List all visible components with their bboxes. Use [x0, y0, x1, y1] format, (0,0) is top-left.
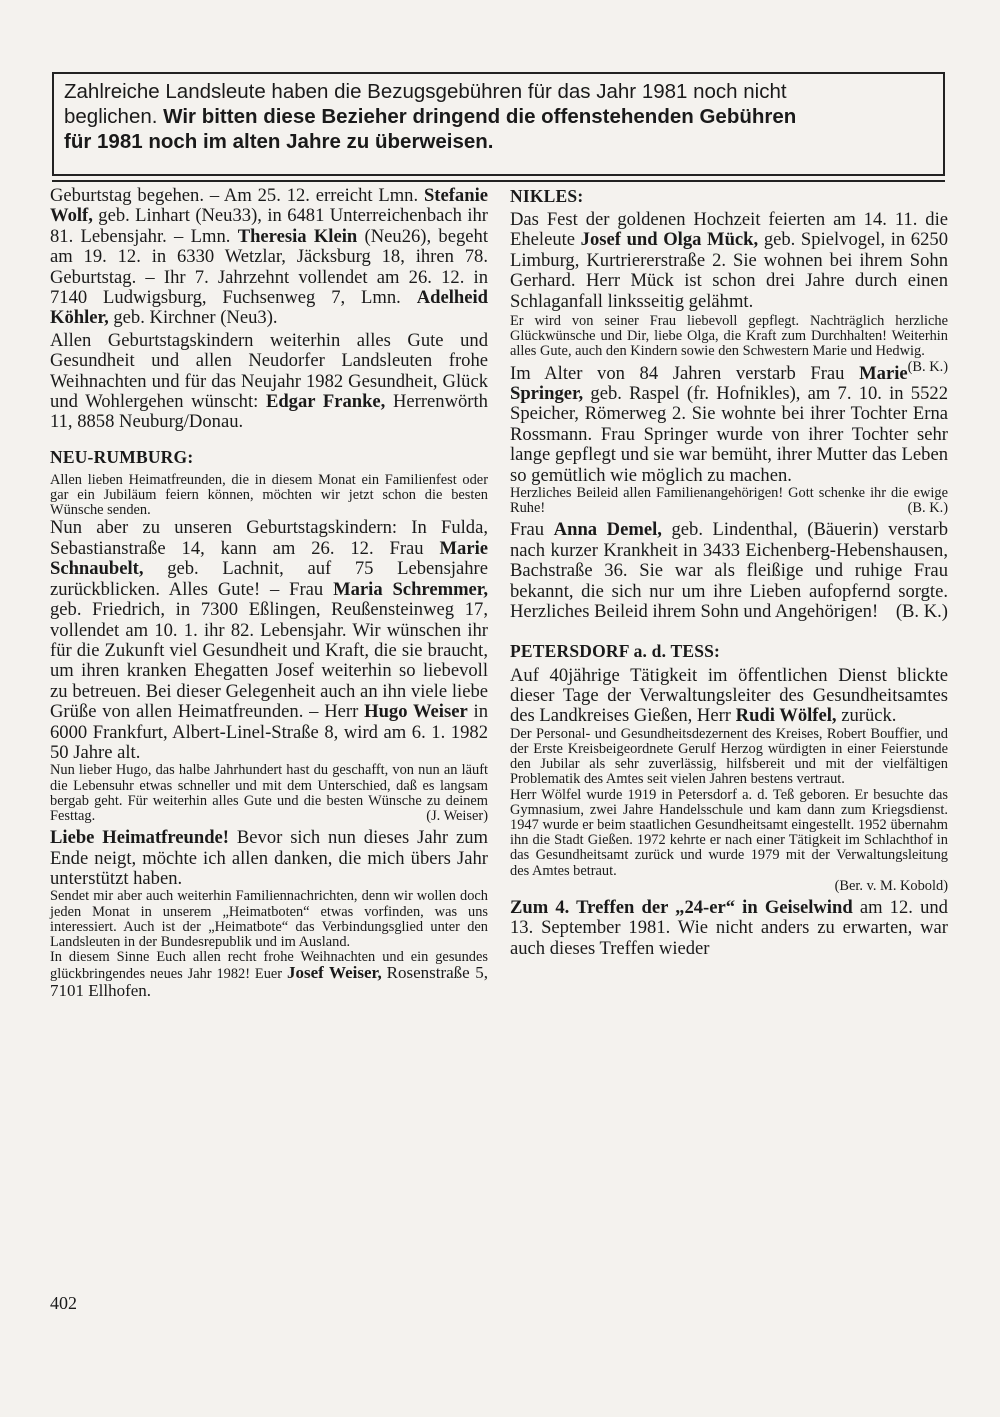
greetings-paragraph: Allen Geburtstagskindern weiterhin alles Gute und Gesundheit und allen Neudorfer Landsleuten frohe Weihnachten und für das Neujahr 1982 Gesundheit, Glück und Wohlergehen wünscht: Edgar Franke, Herrenwörth 11, 8858 Neuburg/Donau. [50, 329, 488, 433]
notice-underline [52, 180, 945, 182]
page-number: 402 [50, 1293, 77, 1313]
golden-wedding-paragraph: Das Fest der goldenen Hochzeit feierten am 14. 11. die Eheleute Josef und Olga Mück, geb. Spielvogel, in 6250 Limburg, Kurtriererstraße 2. Sie wohnen bei ihrem Sohn Gerhard. Herr Mück ist schon drei Jahre durch einen Schlaganfall linksseitig gelähmt. [510, 209, 948, 312]
payment-notice-box [52, 72, 945, 176]
obituary-springer-paragraph: Im Alter von 84 Jahren verstarb Frau Marie Springer, geb. Raspel (fr. Hofnikles), am 7. 10. in 5522 Speicher, Römerweg 2. Sie wohnte bei ihrer Tochter Erna Rossmann. Frau Springer wurde von ihrer Tochter sehr lange gepflegt und sie war bemüht, ihrer Mutter das Leben so gemütlich wie möglich zu machen. [510, 362, 948, 486]
section-heading-petersdorf: PETERSDORF a. d. TESS: [510, 640, 721, 661]
notice-line-3: für 1981 noch im alten Jahre zu überweisen. [64, 130, 494, 153]
condolence-text: Herzliches Beileid allen Familienangehörigen! Gott schenke ihr die ewige Ruhe! (B. K.) [510, 485, 948, 517]
section-heading-nikles: NIKLES: [510, 186, 584, 206]
notice-line-1: Zahlreiche Landsleute haben die Bezugsgebühren für das Jahr 1981 noch nicht [64, 80, 787, 103]
ceremony-text: Der Personal- und Gesundheitsdezernent des Kreises, Robert Bouffier, und der Erste Kreisbeigeordnete Gerulf Herzog würdigten in einer Feierstunde den Jubilar als sehr zuverlässig, hilfsbereit und mit der vielfältigen Problematik des Amtes seit vielen Jahren bestens vertraut. [510, 725, 948, 788]
hugo-wishes-text: Nun lieber Hugo, das halbe Jahrhundert hast du geschafft, von nun an läuft die Lebensuhr etwas schneller und mit dem Unterschied, daß es langsam bergab geht. Für weiterhin alles Gute und die besten Wünsche zu deinem Festtag. (J. Weiser) [50, 762, 488, 824]
birthday-children-paragraph: Nun aber zu unseren Geburtstagskindern: In Fulda, Sebastianstraße 14, kann am 26. 12. Frau Marie Schnaubelt, geb. Lachnit, auf 75 Lebensjahre zurückblicken. Alles Gute! – Frau Maria Schremmer, geb. Friedrich, in 7300 Eßlingen, Reußensteinweg 17, vollendet am 10. 1. ihr 82. Lebensjahr. Wir wünschen ihr für die Zukunft viel Gesundheit und Kraft, die sie braucht, um ihren kranken Ehegatten Josef weiterhin so liebevoll zu betreuen. Bei dieser Gelegenheit auch an ihn viele liebe Grüße von allen Heimatfreunden. – Herr Hugo Weiser in 6000 Frankfurt, Albert-Linel-Straße 8, wird am 6. 1. 1982 50 Jahre alt. [50, 517, 489, 763]
section-heading-neu-rumburg: NEU-RUMBURG: [50, 446, 194, 467]
anniversary-service-paragraph: Auf 40jährige Tätigkeit im öffentlichen Dienst blickte dieser Tage der Verwaltungsleiter des Gesundheitsamtes des Landkreises Gießen, Herr Rudi Wölfel, zurück. [510, 664, 948, 727]
right-column [510, 186, 948, 959]
family-news-request-text: Sendet mir aber auch weiterhin Familiennachrichten, denn wir wollen doch jeden Monat in unserem „Heimatboten“ etwas vorfinden, was uns interessiert. Auch ist der „Heimatbote“ das Verbindungsglied unter den Landsleuten in der Bundesrepublik und im Ausland. [50, 888, 488, 950]
care-wishes-text: Er wird von seiner Frau liebevoll gepflegt. Nachträglich herzliche Glückwünsche und Dir, liebe Olga, die Kraft zum Durchhalten! Weiterhin alles Gute, auch den Kindern sowie den Schwestern Marie und Hedwig. (B. K.) [510, 313, 948, 375]
obituary-demel-paragraph: Frau Anna Demel, geb. Lindenthal, (Bäuerin) verstarb nach kurzer Krankheit in 3433 Eichenberg-Hebenshausen, Bachstraße 36. Sie war als fleißige und ruhige Frau bekannt, die sich nur um ihre Lieben aufopfernd sorgte. Herzliches Beileid ihrem Sohn und Angehörigen! (B. K.) [510, 519, 948, 623]
intro-small-text: Allen lieben Heimatfreunden, die in diesem Monat ein Familienfest oder gar ein Jubiläum feiern können, möchten wir jetzt schon die besten Wünsche senden. [50, 471, 488, 519]
notice-line-2: beglichen. Wir bitten diese Bezieher dringend die offenstehenden Gebühren [64, 105, 797, 128]
left-column [50, 186, 488, 1000]
birthday-paragraph: Geburtstag begehen. – Am 25. 12. erreicht Lmn. Stefanie Wolf, geb. Linhart (Neu33), in 6481 Unterreichenbach ihr 81. Lebensjahr. – Lmn. Theresia Klein (Neu26), begeht am 19. 12. in 6330 Wetzlar, Jäcksburg 18, ihren 78. Geburtstag. – Ihr 7. Jahrzehnt vollendet am 26. 12. in 7140 Ludwigsburg, Fuchsenweg 7, Lmn. Adelheid Köhler, geb. Kirchner (Neu3). [50, 185, 488, 329]
dear-friends-paragraph: Liebe Heimatfreunde! Bevor sich nun dieses Jahr zum Ende neigt, möchte ich allen danken, die mich übers Jahr unterstützt haben. [50, 827, 488, 889]
christmas-wishes-text: In diesem Sinne Euch allen recht frohe Weihnachten und ein gesundes glückbringendes neues Jahr 1982! Euer Josef Weiser, Rosenstraße 5, 7101 Ellhofen. [50, 949, 488, 1000]
meeting-24er-paragraph: Zum 4. Treffen der „24-er“ in Geiselwind am 12. und 13. September 1981. Wie nicht anders zu erwarten, war auch dieses Treffen wieder [510, 896, 948, 959]
biography-text: Herr Wölfel wurde 1919 in Petersdorf a. d. Teß geboren. Er besuchte das Gymnasium, zwei Jahre Handelsschule und kam dann zum Kriegsdienst. 1947 wurde er beim staatlichen Gesundheitsamt eingestellt. 1952 übernahm ihn die Stadt Gießen. 1972 kehrte er nach einer Tätigkeit im Schlachthof in das Gesundheitsamt zurück und wurde 1979 mit der Verwaltungsleitung des Amtes betraut. (Ber. v. M. Kobold) [510, 786, 948, 894]
